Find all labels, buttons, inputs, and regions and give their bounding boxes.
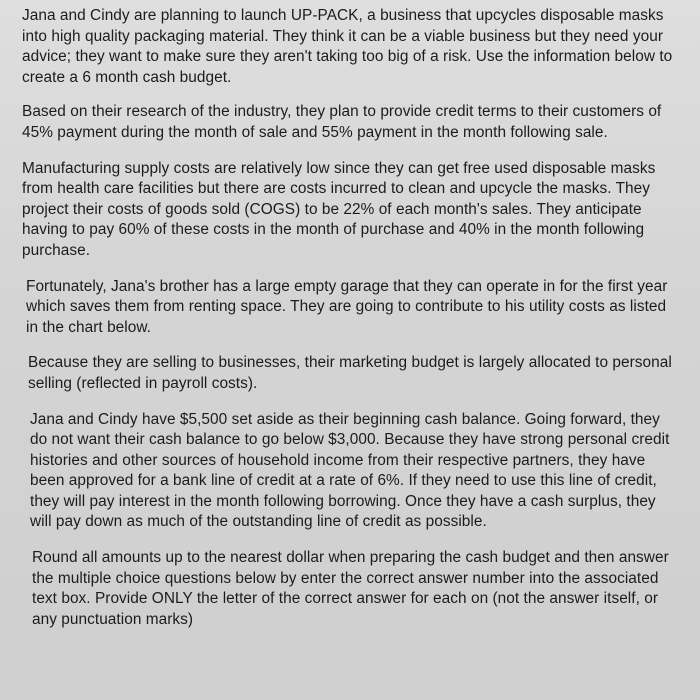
credit-terms-paragraph: Based on their research of the industry, they plan to provide credit terms to their customers of 45% payment during the month of sale and 55% payment in the month following sale. xyxy=(22,103,662,141)
cash-balance-paragraph: Jana and Cindy have $5,500 set aside as their beginning cash balance. Going forward, they do not want their cash balance to go below $3,000. Because they have strong personal credit histories and other sources of household income from their respective partners, they have been approved for a bank line of credit at a rate of 6%. If they need to use this line of credit, they will pay interest in the month following borrowing. Once they have a cash surplus, they will pay down as much of the outstanding line of credit as possible. xyxy=(30,410,670,531)
utility-costs-paragraph: Fortunately, Jana's brother has a large empty garage that they can operate in for the first year which saves them from renting space. They are going to contribute to his utility costs as listed in the chart below. xyxy=(26,277,668,336)
marketing-budget-paragraph: Because they are selling to businesses, their marketing budget is largely allocated to personal selling (reflected in payroll costs). xyxy=(28,354,672,392)
intro-paragraph: Jana and Cindy are planning to launch UP-PACK, a business that upcycles disposable masks into high quality packaging material. They think it can be a viable business but they need your advice; they want to make sure they aren't taking too big of a risk. Use the information below to create a 6 month cash budget. xyxy=(22,7,673,86)
instructions-paragraph: Round all amounts up to the nearest dollar when preparing the cash budget and then answer the multiple choice questions below by enter the correct answer number into the associated text box. Provide ONLY the letter of the correct answer for each on (not the answer itself, or any punctuation marks) xyxy=(32,549,669,628)
manufacturing-costs-paragraph: Manufacturing supply costs are relatively low since they can get free used disposable masks from health care facilities but there are costs incurred to clean and upcycle the masks. They project their costs of goods sold (COGS) to be 22% of each month's sales. They anticipate having to pay 60% of these costs in the month of purchase and 40% in the month following purchase. xyxy=(22,159,656,259)
